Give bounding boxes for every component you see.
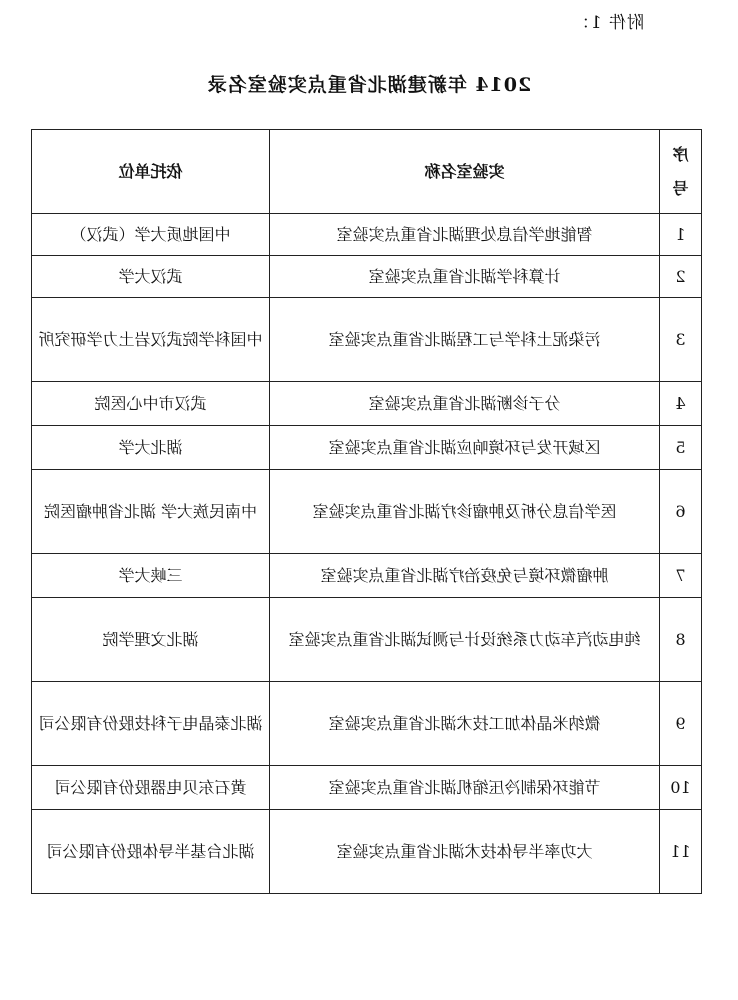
row-lab-name: 区域开发与环境响应湖北省重点实验室 xyxy=(270,426,660,470)
row-lab-name: 智能地学信息处理湖北省重点实验室 xyxy=(270,214,660,256)
table-row xyxy=(32,470,702,554)
header-no: 序号 xyxy=(660,130,702,214)
row-no: 7 xyxy=(660,554,702,598)
row-host-unit: 中国地质大学（武汉） xyxy=(32,214,270,256)
row-lab-name: 计算科学湖北省重点实验室 xyxy=(270,256,660,298)
row-lab-name: 污染泥土科学与工程湖北省重点实验室 xyxy=(270,298,660,382)
row-host-unit: 武汉大学 xyxy=(32,256,270,298)
row-host-unit: 湖北大学 xyxy=(32,426,270,470)
table-row xyxy=(32,766,702,810)
row-no: 4 xyxy=(660,382,702,426)
table-row xyxy=(32,214,702,256)
table-row xyxy=(32,426,702,470)
row-no: 9 xyxy=(660,682,702,766)
row-no: 5 xyxy=(660,426,702,470)
header-host-unit: 依托单位 xyxy=(32,130,270,214)
row-no: 6 xyxy=(660,470,702,554)
row-no: 1 xyxy=(660,214,702,256)
row-host-unit: 武汉市中心医院 xyxy=(32,382,270,426)
row-host-unit: 中国科学院武汉岩土力学研究所 xyxy=(32,298,270,382)
table-row xyxy=(32,256,702,298)
row-lab-name: 医学信息分析及肿瘤诊疗湖北省重点实验室 xyxy=(270,470,660,554)
table-row xyxy=(32,298,702,382)
table-row xyxy=(32,810,702,894)
row-lab-name: 节能环保制冷压缩机湖北省重点实验室 xyxy=(270,766,660,810)
table-row xyxy=(32,554,702,598)
row-host-unit: 湖北文理学院 xyxy=(32,598,270,682)
row-host-unit: 湖北台基半导体股份有限公司 xyxy=(32,810,270,894)
table-row xyxy=(32,598,702,682)
row-lab-name: 纯电动汽车动力系统设计与测试湖北省重点实验室 xyxy=(270,598,660,682)
table-header-row xyxy=(32,130,702,214)
row-lab-name: 微纳米晶体加工技术湖北省重点实验室 xyxy=(270,682,660,766)
row-lab-name: 大功率半导体技术湖北省重点实验室 xyxy=(270,810,660,894)
table-row xyxy=(32,682,702,766)
row-no: 10 xyxy=(660,766,702,810)
row-host-unit: 三峡大学 xyxy=(32,554,270,598)
row-lab-name: 肿瘤微环境与免疫治疗湖北省重点实验室 xyxy=(270,554,660,598)
row-host-unit: 湖北泰晶电子科技股份有限公司 xyxy=(32,682,270,766)
document-title: 2014 年新建湖北省重点实验室名录 xyxy=(206,74,532,96)
row-no: 2 xyxy=(660,256,702,298)
attachment-label: 附件 1： xyxy=(571,13,644,33)
row-host-unit: 中南民族大学 湖北省肿瘤医院 xyxy=(32,470,270,554)
row-no: 11 xyxy=(660,810,702,894)
row-lab-name: 分子诊断湖北省重点实验室 xyxy=(270,382,660,426)
row-host-unit: 黄石东贝电器股份有限公司 xyxy=(32,766,270,810)
lab-table xyxy=(31,129,702,894)
header-lab-name: 实验室名称 xyxy=(270,130,660,214)
row-no: 8 xyxy=(660,598,702,682)
row-no: 3 xyxy=(660,298,702,382)
table-row xyxy=(32,382,702,426)
